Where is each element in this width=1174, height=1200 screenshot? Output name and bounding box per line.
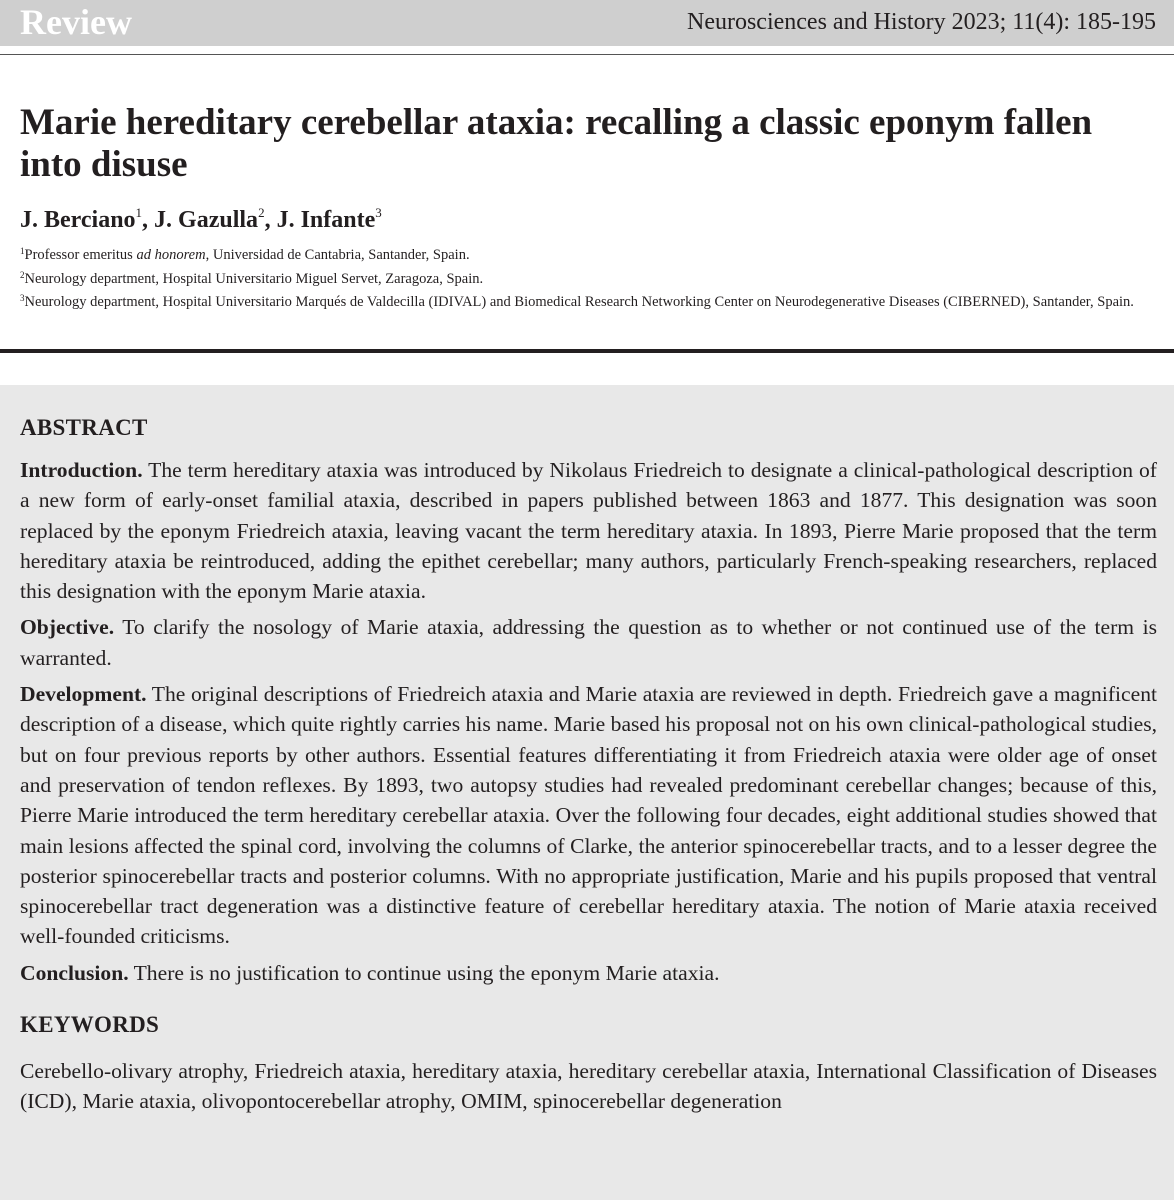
abstract-introduction: Introduction. The term hereditary ataxia was introduced by Nikolaus Friedreich to designate a clinical-pathological description of a new form of early-onset familial ataxia, described in papers published between 1863 and 1877. This designation was soon replaced by the eponym Friedreich ataxia, leaving vacant the term hereditary ataxia. In 1893, Pierre Marie proposed that the term hereditary ataxia be reintroduced, adding the epithet cerebellar; many authors, particularly French-speaking researchers, replaced this designation with the eponym Marie ataxia. bbox=[20, 458, 1157, 604]
author-list bbox=[20, 198, 382, 235]
abstract-conclusion: Conclusion. There is no justification to continue using the eponym Marie ataxia. bbox=[20, 960, 720, 985]
affiliations bbox=[20, 242, 1150, 313]
author-1: J. Berciano$^1$, bbox=[20, 205, 155, 233]
journal-citation: Neurosciences and History 2023; 11(4): 185-195 bbox=[686, 9, 1156, 35]
abstract-content bbox=[20, 413, 1157, 1117]
author-3: J. Infante$^3$ bbox=[276, 205, 382, 233]
author-2: J. Gazulla$^2$, bbox=[154, 205, 277, 233]
header-divider bbox=[0, 54, 1174, 55]
abstract-objective: Objective. To clarify the nosology of Marie ataxia, addressing the question as to whether or not continued use of the term is warranted. bbox=[20, 615, 1157, 670]
article-type-label: Review bbox=[20, 2, 132, 42]
article-title: Marie hereditary cerebellar ataxia: recalling a classic eponym fallen into disuse bbox=[20, 102, 1093, 185]
keywords-heading: KEYWORDS bbox=[20, 1012, 160, 1038]
affiliation-3: $^3$Neurology department, Hospital Universitario Marqués de Valdecilla (IDIVAL) and Biomedical Research Networking Center on Neurodegenerative Diseases (CIBERNED), Santander, Spain. bbox=[20, 293, 1134, 310]
header-bar bbox=[0, 0, 1174, 46]
abstract-heading: ABSTRACT bbox=[20, 415, 148, 440]
keywords-list: Cerebello-olivary atrophy, Friedreich ataxia, hereditary ataxia, hereditary cerebellar ataxia, International Classification of Diseases (ICD), Marie ataxia, olivopontocerebellar atrophy, OMIM, spinocerebellar degeneration bbox=[20, 1059, 1157, 1114]
section-divider bbox=[0, 349, 1174, 353]
abstract-development: Development. The original descriptions of Friedreich ataxia and Marie ataxia are reviewed in depth. Friedreich gave a magnificent description of a disease, which quite rightly carries his name. Marie based his proposal not on his own clinical-pathological studies, but on four previous reports by other authors. Essential features differentiating it from Friedreich ataxia were older age of onset and preservation of tendon reflexes. By 1893, two autopsy studies had revealed predominant cerebellar changes; because of this, Pierre Marie introduced the term hereditary cerebellar ataxia. Over the following four decades, eight additional studies showed that main lesions affected the spinal cord, involving the columns of Clarke, the anterior spinocerebellar tracts, and to a lesser degree the posterior spinocerebellar tracts and posterior columns. With no appropriate justification, Marie and his pupils proposed that ventral spinocerebellar tract degeneration was a distinctive feature of cerebellar hereditary ataxia. The notion of Marie ataxia received well-founded criticisms. bbox=[20, 682, 1157, 949]
affiliation-1: $^1$Professor emeritus ad honorem, Universidad de Cantabria, Santander, Spain. bbox=[20, 246, 470, 263]
abstract-box bbox=[0, 385, 1174, 1200]
affiliation-2: $^2$Neurology department, Hospital Universitario Miguel Servet, Zaragoza, Spain. bbox=[20, 269, 484, 287]
